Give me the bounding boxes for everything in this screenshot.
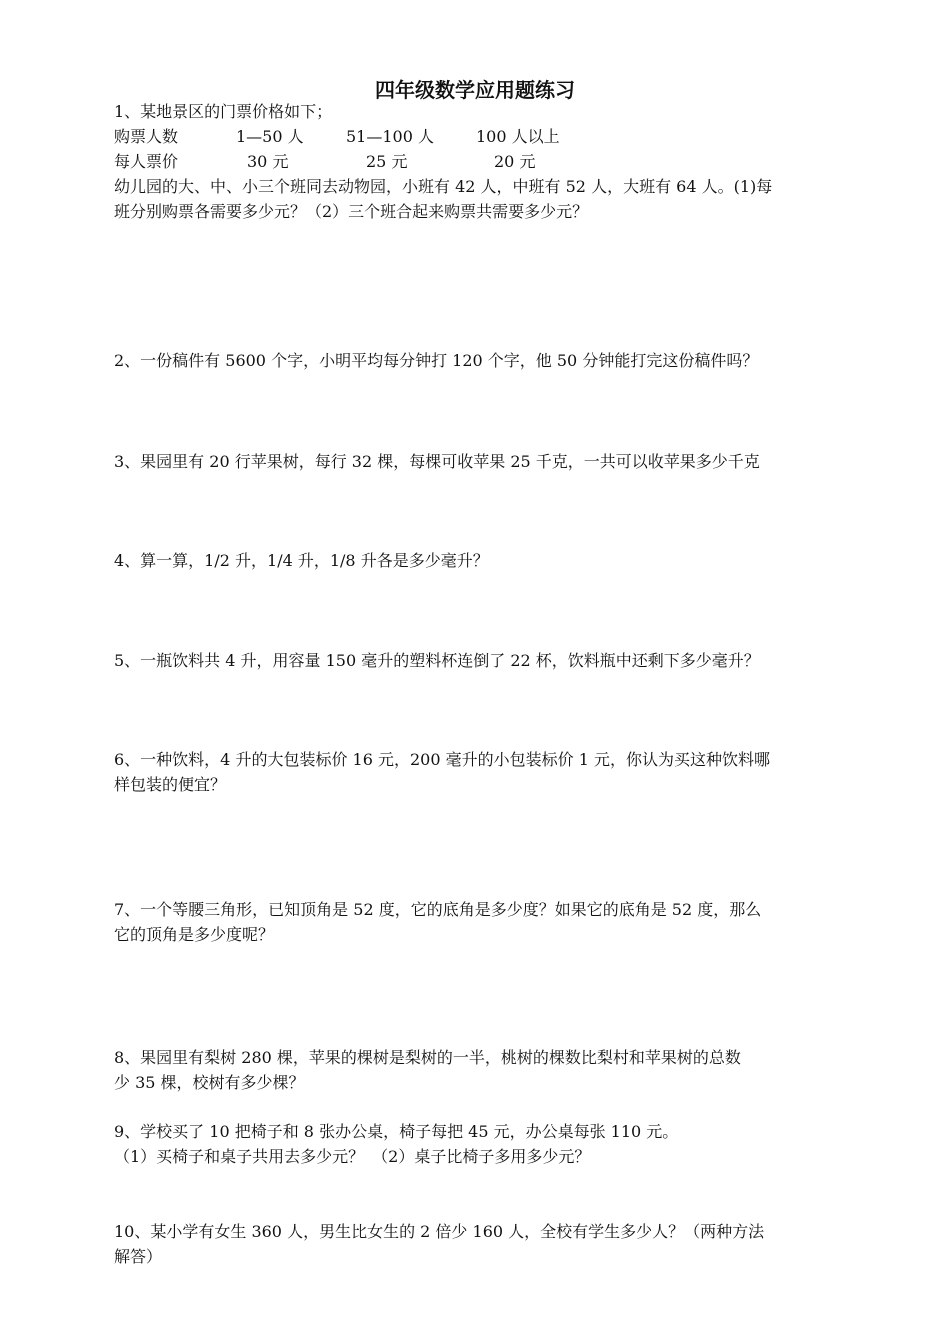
question-6-line: 6、一种饮料，4 升的大包装标价 16 元，200 毫升的小包装标价 1 元，你认为买这种饮料哪 [114, 750, 770, 769]
page-title: 四年级数学应用题练习 [375, 78, 575, 102]
price-table-cell: 51—100 人 [346, 127, 434, 146]
question-3: 3、果园里有 20 行苹果树，每行 32 棵，每棵可收苹果 25 千克，一共可以收苹果多少千克 [114, 452, 760, 471]
question-7-line: 它的顶角是多少度呢？ [114, 925, 275, 944]
question-4: 4、算一算，1/2 升，1/4 升，1/8 升各是多少毫升？ [114, 551, 489, 570]
price-table-cell: 100 人以上 [476, 127, 560, 146]
question-10-line: 解答） [114, 1247, 163, 1266]
question-2: 2、一份稿件有 5600 个字，小明平均每分钟打 120 个字，他 50 分钟能打完这份稿件吗？ [114, 351, 759, 370]
price-table-cell: 每人票价 [114, 152, 179, 171]
question-9-line: 9、学校买了 10 把椅子和 8 张办公桌，椅子每把 45 元，办公桌每张 110 元。 [114, 1122, 679, 1141]
price-table-row-price [114, 150, 844, 174]
q1-text-line: 班分别购票各需要多少元？（2）三个班合起来购票共需要多少元？ [114, 202, 589, 221]
price-table-cell: 购票人数 [114, 127, 179, 146]
question-8-line: 8、果园里有梨树 280 棵，苹果的棵树是梨树的一半，桃树的棵数比梨村和苹果树的总数 [114, 1048, 741, 1067]
question-10-line: 10、某小学有女生 360 人，男生比女生的 2 倍少 160 人，全校有学生多少人？（两种方法 [114, 1222, 765, 1241]
question-6-line: 样包装的便宜？ [114, 775, 227, 794]
question-7-line: 7、一个等腰三角形，已知顶角是 52 度，它的底角是多少度？如果它的底角是 52 度，那么 [114, 900, 762, 919]
price-table-row-count [114, 125, 844, 149]
question-5: 5、一瓶饮料共 4 升，用容量 150 毫升的塑料杯连倒了 22 杯，饮料瓶中还剩下多少毫升？ [114, 651, 760, 670]
price-table-cell: 30 元 [247, 152, 289, 171]
price-table-cell: 25 元 [366, 152, 408, 171]
question-8-line: 少 35 棵，校树有多少棵？ [114, 1073, 305, 1092]
q1-text-line: 幼儿园的大、中、小三个班同去动物园，小班有 42 人，中班有 52 人，大班有 64 人。(1)每 [114, 177, 773, 196]
price-table-cell: 1—50 人 [236, 127, 304, 146]
price-table-cell: 20 元 [494, 152, 536, 171]
question-9-line: （1）买椅子和桌子共用去多少元？ （2）桌子比椅子多用多少元？ [114, 1147, 591, 1166]
q1-intro: 1、某地景区的门票价格如下； [114, 102, 333, 121]
